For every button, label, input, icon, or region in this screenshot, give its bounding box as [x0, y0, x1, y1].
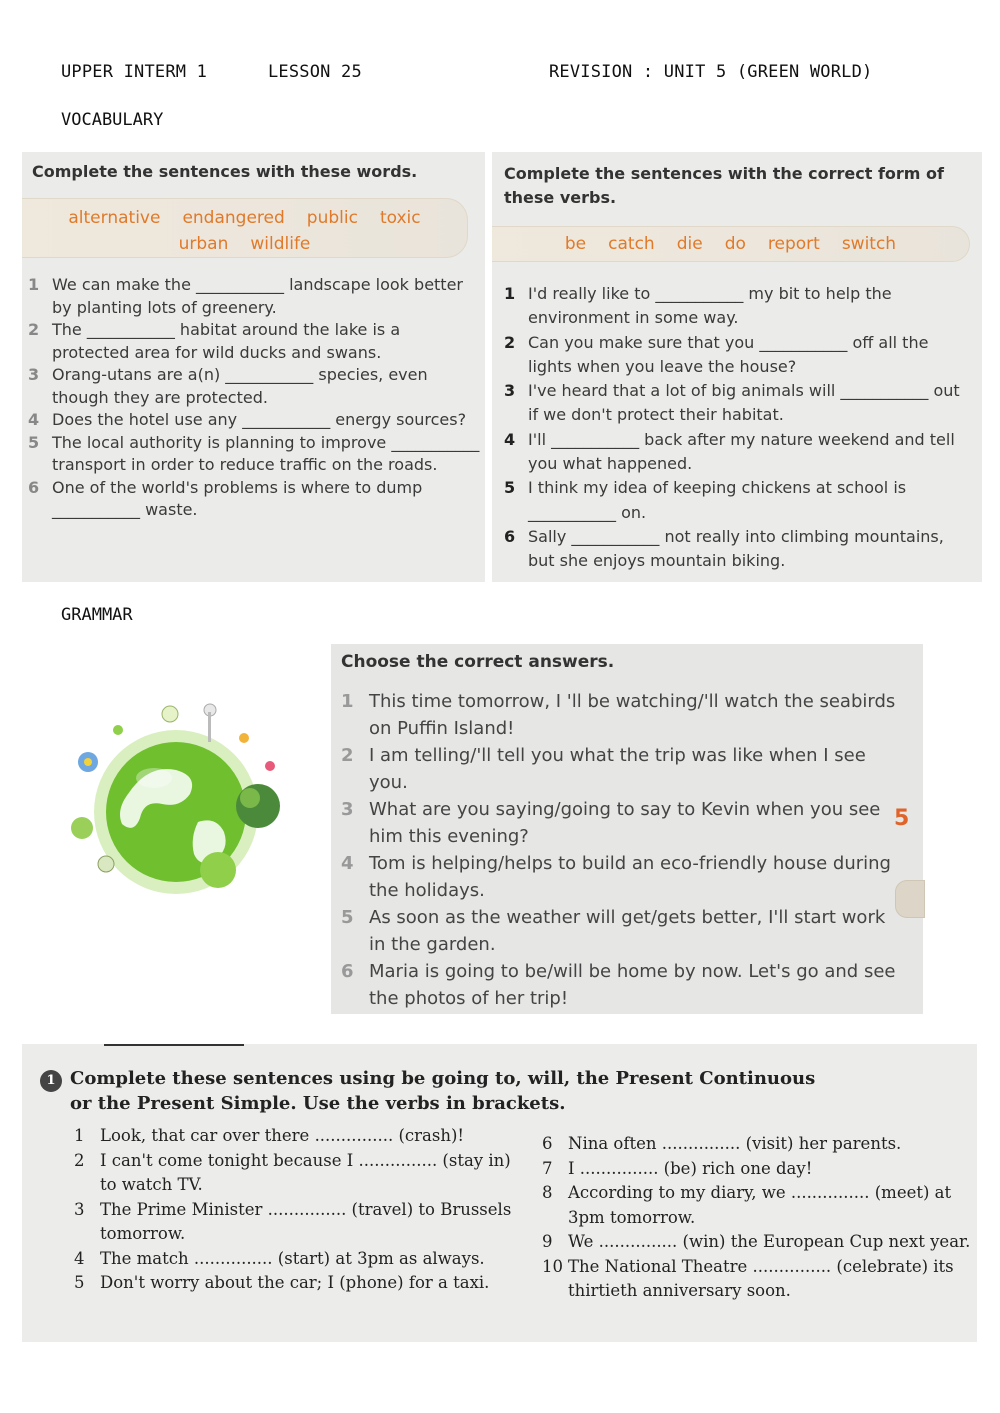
- list-item: 1 Look, that car over there ............... (crash)!: [74, 1126, 465, 1145]
- leaf-icon: [113, 725, 123, 735]
- list-item: 4 The match ............... (start) at 3pm as always.: [74, 1248, 485, 1268]
- eco-globe-illustration: [58, 682, 290, 914]
- grammar-heading: GRAMMAR: [61, 605, 133, 625]
- list-item: 6 Maria is going to be/will be home by now. Let's go and see the photos of her trip!: [341, 961, 896, 1009]
- list-item: 4 I'll ___________ back after my nature weekend and tell you what happened.: [504, 429, 955, 474]
- bulb-icon: [98, 856, 114, 872]
- leaf-icon: [71, 817, 93, 839]
- word-alternative: alternative: [68, 208, 161, 228]
- list-item: 5 As soon as the weather will get/gets better, I'll start work in the garden.: [341, 907, 886, 955]
- list-item: 7 I ............... (be) rich one day!: [542, 1158, 813, 1178]
- grammar-panel: [331, 644, 923, 1014]
- word-report: report: [767, 234, 820, 254]
- list-item: 3 The Prime Minister ............... (travel) to Brussels tomorrow.: [74, 1199, 512, 1243]
- revision-label: REVISION : UNIT 5 (GREEN WORLD): [549, 62, 873, 82]
- list-item: 4 Does the hotel use any ___________ energy sources?: [28, 410, 467, 429]
- list-item: 5 Don't worry about the car; I (phone) for a taxi.: [74, 1273, 490, 1292]
- list-item: 10 The National Theatre ............... (celebrate) its thirtieth anniversary soon.: [542, 1256, 954, 1300]
- list-item: 4 Tom is helping/helps to build an eco-friendly house during the holidays.: [341, 853, 891, 901]
- exercise-right-column: [542, 1132, 972, 1304]
- vocab-left-wordbox: [22, 198, 468, 258]
- word-toxic: toxic: [379, 208, 421, 228]
- word-switch: switch: [841, 234, 897, 254]
- flower-icon: [265, 761, 275, 771]
- vocab-left-title: Complete the sentences with these words.: [32, 162, 418, 181]
- flower-icon: [239, 733, 249, 743]
- level-label: UPPER INTERM 1: [61, 62, 208, 82]
- list-item: 1 I'd really like to ___________ my bit to help the environment in some way.: [504, 284, 892, 328]
- exercise-left-column: [74, 1124, 524, 1296]
- list-item: 3 What are you saying/going to say to Kevin when you see him this evening?: [341, 799, 881, 847]
- list-item: 8 According to my diary, we ............... (meet) at 3pm tomorrow.: [542, 1183, 952, 1227]
- vocab-right-title: Complete the sentences with the correct form of these verbs.: [504, 164, 944, 207]
- leaf-cluster-icon: [236, 784, 280, 828]
- word-do: do: [724, 234, 746, 254]
- tree-icon: [200, 852, 236, 888]
- list-item: 9 We ............... (win) the European Cup next year.: [542, 1232, 971, 1251]
- exercise-number-badge: 1: [40, 1070, 62, 1092]
- list-item: 1 We can make the ___________ landscape look better by planting lots of greenery.: [28, 275, 463, 317]
- list-item: 5 I think my idea of keeping chickens at school is ___________ on.: [504, 478, 907, 522]
- grammar-title: Choose the correct answers.: [341, 652, 615, 672]
- page-tab: [895, 880, 925, 918]
- vocab-left-list: [28, 274, 480, 522]
- bulb-icon: [162, 706, 178, 722]
- vocab-right-panel: [492, 152, 982, 582]
- list-item: 3 I've heard that a lot of big animals will ___________ out if we don't protect their habitat.: [504, 381, 960, 425]
- grammar-list: [341, 688, 901, 1012]
- windmill-pole: [208, 712, 211, 742]
- vocab-left-panel: [22, 152, 485, 582]
- word-urban: urban: [178, 234, 229, 254]
- word-be: be: [564, 234, 587, 254]
- word-die: die: [676, 234, 703, 254]
- leaf-cluster-icon: [240, 788, 260, 808]
- exercise-title: Complete these sentences using be going to, will, the Present Continuous or the Present Simple. Use the verbs in brackets.: [70, 1068, 816, 1114]
- word-public: public: [306, 208, 358, 228]
- vocab-right-wordbox: [492, 226, 970, 262]
- word-wildlife: wildlife: [250, 234, 311, 254]
- divider: [104, 1044, 244, 1046]
- list-item: 6 One of the world's problems is where to dump ___________ waste.: [28, 477, 423, 519]
- list-item: 5 The local authority is planning to improve ___________ transport in order to reduce traffic on the roads.: [28, 432, 480, 474]
- globe-highlight: [136, 768, 172, 788]
- vocabulary-heading: VOCABULARY: [61, 110, 164, 130]
- flower-center-icon: [84, 758, 92, 766]
- unit-badge: 5: [894, 806, 910, 831]
- list-item: 2 I am telling/'ll tell you what the trip was like when I see you.: [341, 745, 866, 793]
- list-item: 3 Orang-utans are a(n) ___________ species, even though they are protected.: [28, 365, 428, 407]
- word-endangered: endangered: [182, 208, 285, 228]
- list-item: 6 Sally ___________ not really into climbing mountains, but she enjoys mountain biking.: [504, 526, 944, 571]
- exercise-panel: [22, 1044, 977, 1342]
- lesson-label: LESSON 25: [268, 62, 362, 82]
- list-item: 1 This time tomorrow, I 'll be watching/'ll watch the seabirds on Puffin Island!: [341, 691, 896, 739]
- list-item: 2 Can you make sure that you ___________ off all the lights when you leave the house?: [504, 332, 929, 376]
- list-item: 6 Nina often ............... (visit) her parents.: [542, 1134, 902, 1153]
- list-item: 2 I can't come tonight because I ............... (stay in) to watch TV.: [74, 1150, 511, 1194]
- word-catch: catch: [608, 234, 655, 254]
- vocab-right-list: [504, 282, 974, 574]
- list-item: 2 The ___________ habitat around the lake is a protected area for wild ducks and swans.: [28, 320, 401, 362]
